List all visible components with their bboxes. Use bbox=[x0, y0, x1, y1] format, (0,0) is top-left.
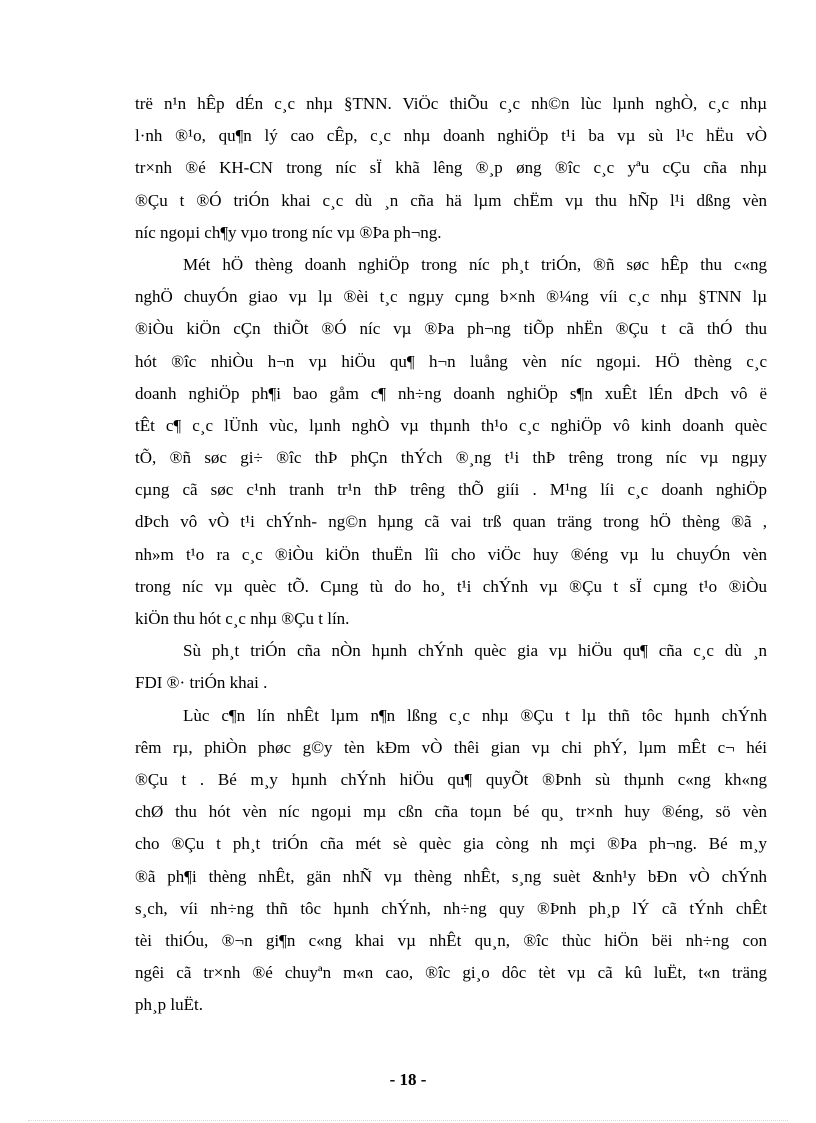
text-line: níc ngoµi ch¶y vµo trong níc vµ ®Þa ph¬ng. bbox=[135, 222, 442, 242]
text-line: trë n¹n hÊp dÉn c¸c nhµ §TNN. ViÖc thiÕu c¸c nh©n lùc lµnh nghÒ, c¸c nhµ bbox=[135, 94, 767, 113]
page-bottom-divider bbox=[28, 1120, 788, 1121]
text-line: ph¸p luËt. bbox=[135, 995, 203, 1015]
text-line: rêm rµ, phiÒn phøc g©y tèn kÐm vÒ thêi gian vµ chi phÝ, lµm mÊt c¬ héi bbox=[135, 737, 767, 757]
text-line: nghÖ chuyÓn giao vµ lµ ®èi t¸c ngµy cµng b×nh ®¼ng víi c¸c nhµ §TNN lµ bbox=[135, 287, 767, 307]
text-line: kiÖn thu hót c¸c nhµ ®Çu t lín. bbox=[135, 609, 350, 628]
page-number: - 18 - bbox=[389, 1070, 427, 1089]
text-line: trong níc vµ quèc tÕ. Cµng tù do ho¸ t¹i chÝnh vµ ®Çu t sÏ cµng t¹o ®iÒu bbox=[135, 576, 767, 596]
text-line: tr×nh ®é KH-CN trong níc sÏ khã lêng ®¸p øng ®îc c¸c yªu cÇu cña nhµ bbox=[135, 158, 767, 178]
text-line: tèi thiÓu, ®¬n gi¶n c«ng khai vµ nhÊt qu¸n, ®îc thùc hiÖn bëi nh÷ng con bbox=[135, 930, 767, 950]
text-line: Lùc c¶n lín nhÊt lµm n¶n lßng c¸c nhµ ®Çu t lµ thñ tôc hµnh chÝnh bbox=[183, 705, 767, 725]
text-line: tÕ, ®ñ søc gi÷ ®îc thÞ phÇn thÝch ®¸ng t¹i thÞ trêng trong níc vµ ngµy bbox=[135, 448, 767, 468]
text-line: cµng cã søc c¹nh tranh tr¹n thÞ trêng thÕ giíi . M¹ng líi c¸c doanh nghiÖp bbox=[135, 480, 767, 500]
text-line: cho ®Çu t ph¸t triÓn cña mét sè quèc gia còng nh mçi ®Þa ph¬ng. Bé m¸y bbox=[135, 834, 767, 854]
text-line: ®Çu t ®Ó triÓn khai c¸c dù ¸n cña hä lµm chËm vµ thu hÑp l¹i dßng vèn bbox=[135, 190, 767, 210]
text-line: Mét hÖ thèng doanh nghiÖp trong níc ph¸t triÓn, ®ñ søc hÊp thu c«ng bbox=[183, 254, 767, 274]
body-text bbox=[135, 88, 767, 1021]
text-line: ngêi cã tr×nh ®é chuyªn m«n cao, ®îc gi¸o dôc tèt vµ cã kû luËt, t«n träng bbox=[135, 963, 767, 983]
text-line: nh»m t¹o ra c¸c ®iÒu kiÖn thuËn lîi cho viÖc huy ®éng vµ lu chuyÓn vèn bbox=[135, 544, 767, 564]
text-line: hót ®îc nhiÒu h¬n vµ hiÖu qu¶ h¬n luång vèn níc ngoµi. HÖ thèng c¸c bbox=[135, 351, 767, 371]
text-line: dÞch vô vÒ t¹i chÝnh- ng©n hµng cã vai trß quan träng trong hÖ thèng ®ã , bbox=[135, 512, 767, 532]
text-line: s¸ch, víi nh÷ng thñ tôc hµnh chÝnh, nh÷ng quy ®Þnh ph¸p lÝ cã tÝnh chÊt bbox=[135, 898, 767, 918]
text-line: ®iÒu kiÖn cÇn thiÕt ®Ó níc vµ ®Þa ph¬ng tiÕp nhËn ®Çu t cã thÓ thu bbox=[135, 319, 767, 339]
text-line: FDI ®· triÓn khai . bbox=[135, 673, 268, 693]
text-line: tÊt c¶ c¸c lÜnh vùc, lµnh nghÒ vµ thµnh th¹o c¸c nghiÖp vô kinh doanh quèc bbox=[135, 415, 767, 435]
text-line: l·nh ®¹o, qu¶n lý cao cÊp, c¸c nhµ doanh nghiÖp t¹i ba vµ sù l¹c hËu vÒ bbox=[135, 126, 767, 146]
text-line: ®Çu t . Bé m¸y hµnh chÝnh hiÖu qu¶ quyÕt ®Þnh sù thµnh c«ng kh«ng bbox=[135, 769, 767, 789]
text-line: doanh nghiÖp ph¶i bao gåm c¶ nh÷ng doanh nghiÖp s¶n xuÊt lÉn dÞch vô ë bbox=[135, 383, 767, 403]
text-line: chØ thu hót vèn níc ngoµi mµ cßn cña toµn bé qu¸ tr×nh huy ®éng, sö vèn bbox=[135, 802, 767, 822]
text-line: ®ã ph¶i thèng nhÊt, gän nhÑ vµ thèng nhÊt, s¸ng suèt &nh¹y bÐn vÒ chÝnh bbox=[135, 866, 767, 886]
text-line: Sù ph¸t triÓn cña nÒn hµnh chÝnh quèc gia vµ hiÖu qu¶ cña c¸c dù ¸n bbox=[183, 641, 767, 661]
